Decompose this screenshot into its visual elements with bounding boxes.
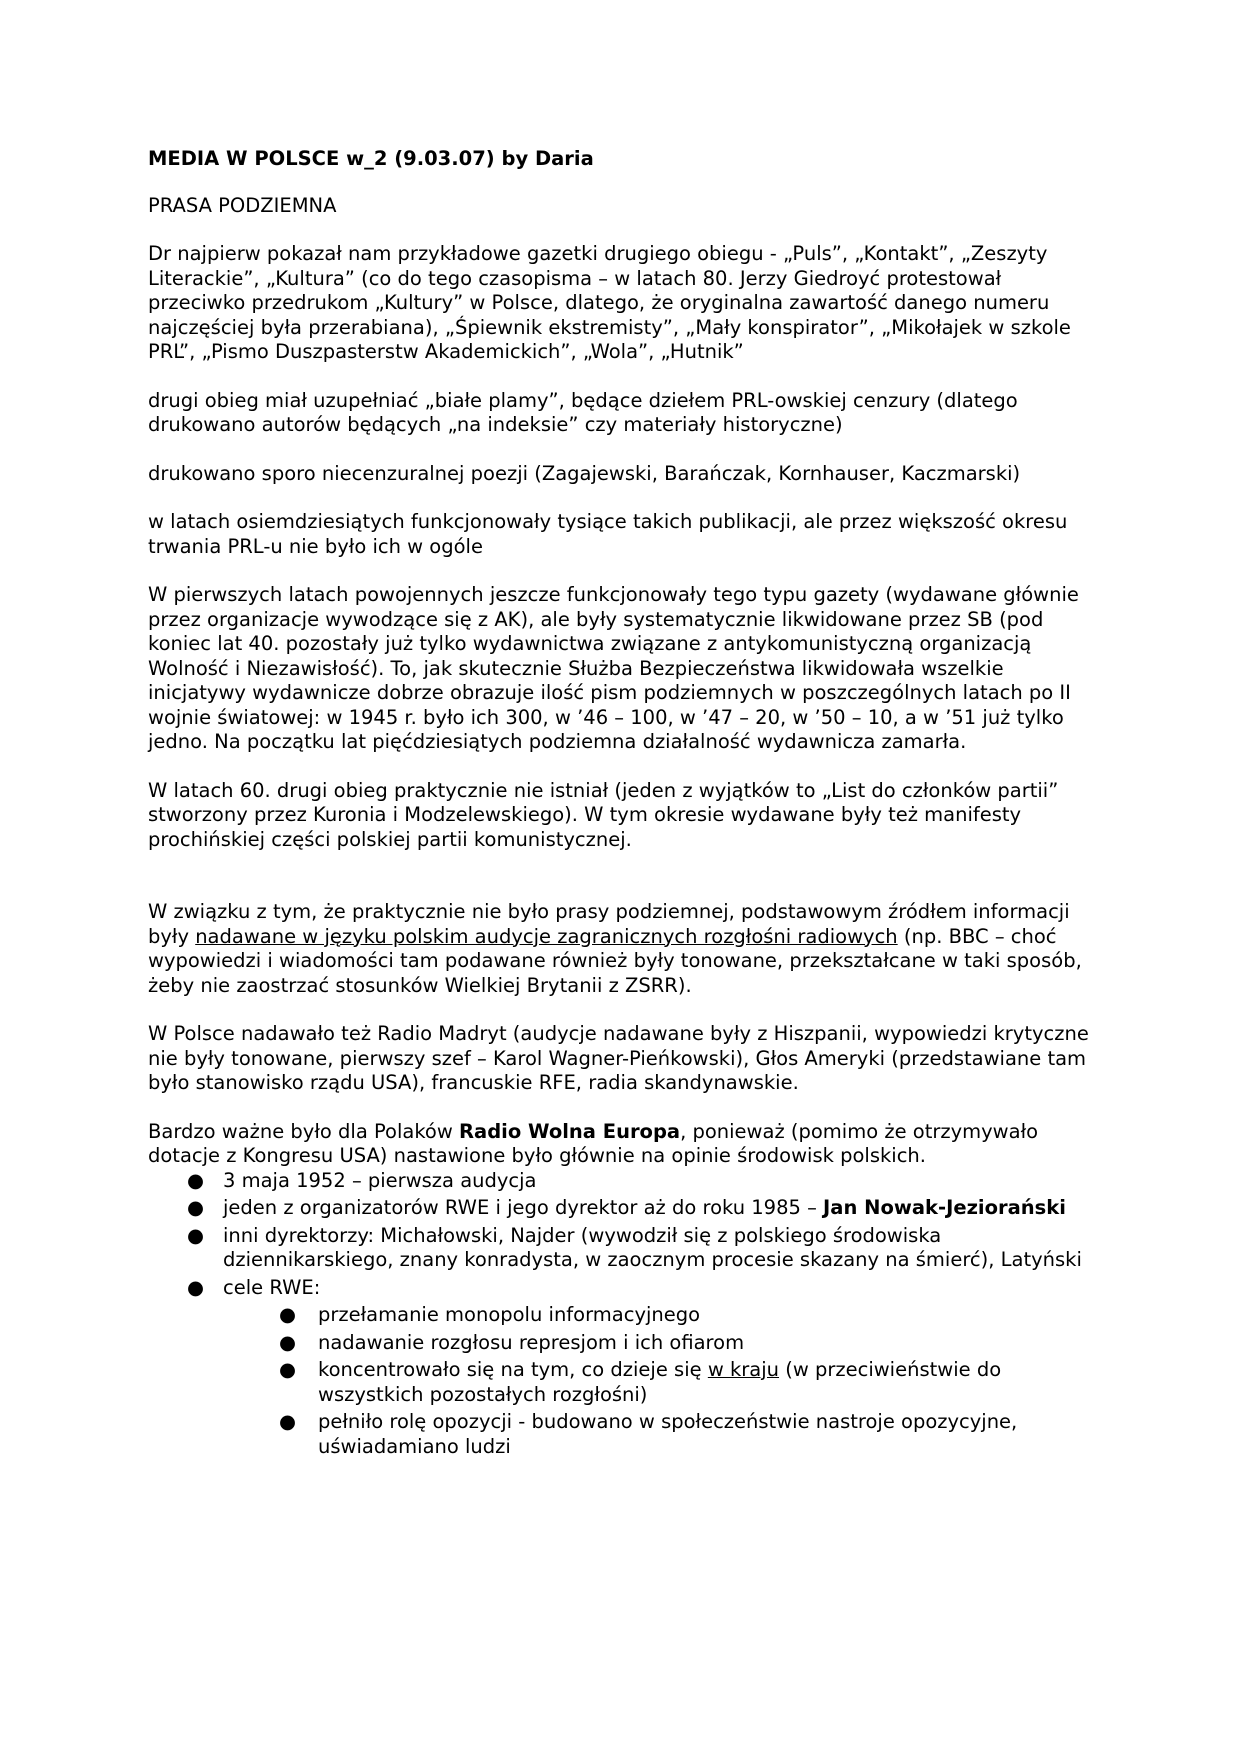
bullet-icon: ●: [279, 1410, 297, 1433]
paragraph-7-text-b: (np. BBC – choć wypowiedzi i wiadomości tam podawane również były tonowane, przekształcane w taki sposób, żeby nie zaostrzać stosunków Wielkiej Brytanii z ZSRR).: [148, 924, 1082, 997]
section-heading: PRASA PODZIEMNA: [148, 193, 337, 217]
rwe-goals-sublist: [223, 1303, 1098, 1459]
document-title: MEDIA W POLSCE w_2 (9.03.07) by Daria: [148, 147, 594, 170]
paragraph-9: [148, 1120, 1098, 1169]
bullet-icon: ●: [187, 1168, 205, 1192]
bullet-icon: ●: [279, 1358, 297, 1381]
list-item-text: cele RWE:: [223, 1275, 321, 1299]
rwe-bullet-list: [148, 1169, 1098, 1460]
sublist-item-text: pełniło rolę opozycji - budowano w społeczeństwie nastroje opozycyjne, uświadamiano ludzi: [318, 1410, 1018, 1458]
sublist-item-text: nadawanie rozgłosu represjom i ich ofiarom: [318, 1330, 745, 1354]
bullet-icon: ●: [279, 1330, 297, 1354]
list-item: [148, 1196, 1098, 1221]
list-item: [148, 1276, 1098, 1460]
paragraph-4: w latach osiemdziesiątych funkcjonowały tysiące takich publikacji, ale przez większość okresu trwania PRL-u nie było ich w ogóle: [148, 510, 1068, 558]
bullet-icon: ●: [279, 1303, 297, 1326]
paragraph-7: [148, 900, 1098, 998]
paragraph-1: Dr najpierw pokazał nam przykładowe gazetki drugiego obiegu - „Puls”, „Kontakt”, „Zeszyty Literackie”, „Kultura” (co do tego czasopisma – w latach 80. Jerzy Giedroyć protestował przeciwko przedrukom „Kultury” w Polsce, dlatego, że oryginalna zawartość danego numeru najczęściej była przerabiana), „Śpiewnik ekstremisty”, „Mały konspirator”, „Mikołajek w szkole PRL”, „Pismo Duszpasterstw Akademickich”, „Wola”, „Hutnik”: [148, 242, 1071, 363]
sublist-item-text-b: (w przeciwieństwie do wszystkich pozostałych rozgłośni): [318, 1358, 1002, 1406]
list-item-text: 3 maja 1952 – pierwsza audycja: [223, 1168, 537, 1192]
paragraph-6: W latach 60. drugi obieg praktycznie nie istniał (jeden z wyjątków to „List do członków partii” stworzony przez Kuronia i Modzelewskiego). W tym okresie wydawane były też manifesty prochińskiej części polskiej partii komunistycznej.: [148, 778, 1059, 851]
sublist-item-text: koncentrowało się na tym, co dzieje się: [318, 1358, 708, 1381]
list-item-text: jeden z organizatorów RWE i jego dyrektor aż do roku 1985 –: [223, 1196, 824, 1219]
list-item: [148, 1224, 1098, 1273]
paragraph-8: W Polsce nadawało też Radio Madryt (audycje nadawane były z Hiszpanii, wypowiedzi krytyczne nie były tonowane, pierwszy szef – Karol Wagner-Pieńkowski), Głos Ameryki (przedstawiane tam było stanowisko rządu USA), francuskie RFE, radia skandynawskie.: [148, 1022, 1089, 1094]
paragraph-3: drukowano sporo niecenzuralnej poezji (Zagajewski, Barańczak, Kornhauser, Kaczmarski): [148, 461, 1021, 485]
paragraph-7-underlined: nadawane w języku polskim audycje zagranicznych rozgłośni radiowych: [195, 924, 898, 948]
sublist-item: [148, 1331, 1098, 1356]
paragraph-9-bold: Radio Wolna Europa: [459, 1119, 681, 1143]
sublist-item: [148, 1410, 1098, 1459]
paragraph-5: W pierwszych latach powojennych jeszcze funkcjonowały tego typu gazety (wydawane głównie przez organizacje wywodzące się z AK), ale były systematycznie likwidowane przez SB (pod koniec lat 40. pozostały już tylko wydawnictwa związane z antykomunistyczną organizacją Wolność i Niezawisłość). To, jak skutecznie Służba Bezpieczeństwa likwidowała wszelkie inicjatywy wydawnicze dobrze obrazuje ilość pism podziemnych w poszczególnych latach po II wojnie światowej: w 1945 r. było ich 300, w ’46 – 100, w ’47 – 20, w ’50 – 10, a w ’51 już tylko jedno. Na początku lat pięćdziesiątych podziemna działalność wydawnicza zamarła.: [148, 583, 1079, 753]
bullet-icon: ●: [187, 1223, 205, 1247]
paragraph-9-text-c: , ponieważ (pomimo że otrzymywało dotacje z Kongresu USA) nastawione było głównie na opinie środowisk polskich.: [148, 1119, 1039, 1167]
sublist-item-text: przełamanie monopolu informacyjnego: [318, 1303, 701, 1326]
sublist-item: [148, 1358, 1098, 1407]
paragraph-7-text-a: W związku z tym, że praktycznie nie było prasy podziemnej, podstawowym źródłem informacji były: [148, 900, 1070, 948]
sublist-item-underlined: w kraju: [707, 1358, 780, 1381]
sublist-item: [148, 1303, 1098, 1328]
paragraph-9-text-a: Bardzo ważne było dla Polaków: [148, 1119, 460, 1143]
bullet-icon: ●: [187, 1275, 205, 1299]
list-item: [148, 1169, 1098, 1194]
list-item-text: inni dyrektorzy: Michałowski, Najder (wywodził się z polskiego środowiska dziennikarskiego, znany konradysta, w zaocznym procesie skazany na śmierć), Latyński: [223, 1223, 1082, 1271]
list-item-bold: Jan Nowak-Jeziorański: [823, 1196, 1066, 1219]
bullet-icon: ●: [187, 1196, 205, 1219]
paragraph-2: drugi obieg miał uzupełniać „białe plamy”, będące dziełem PRL-owskiej cenzury (dlatego drukowano autorów będących „na indeksie” czy materiały historyczne): [148, 388, 1018, 436]
document-body: [148, 147, 1098, 1462]
